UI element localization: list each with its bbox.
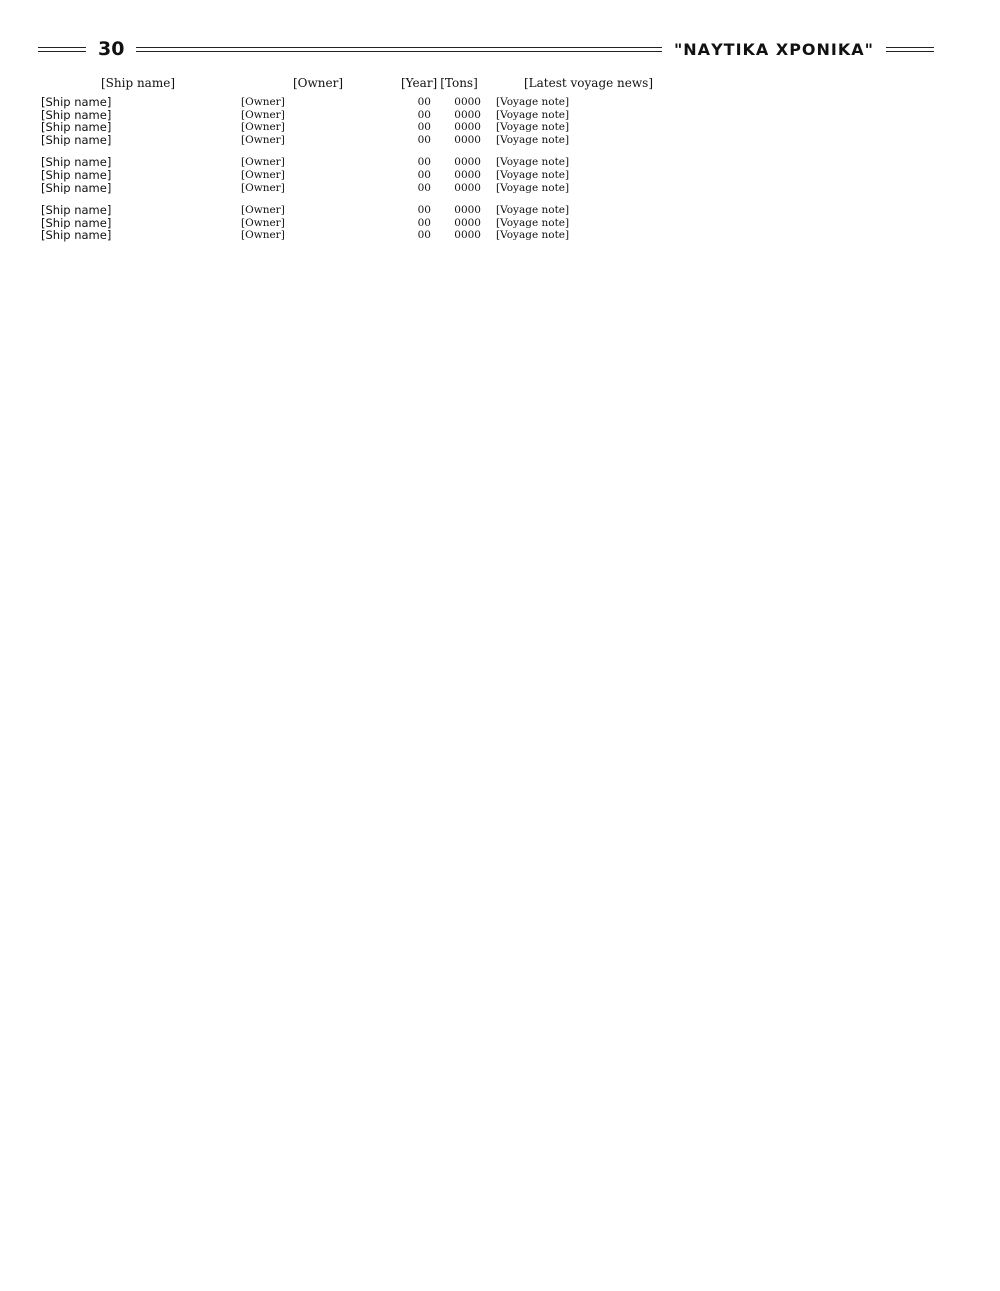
- voyage-news-cell: [Voyage note]: [496, 108, 570, 121]
- year-cell: 00: [417, 121, 431, 134]
- voyage-news-cell: [Voyage note]: [496, 168, 570, 181]
- owner-cell: [Owner]: [241, 204, 285, 217]
- column-header-tons: [Tons]: [440, 76, 478, 90]
- tonnage-cell: 0000: [454, 229, 481, 242]
- tonnage-cell: 0000: [454, 204, 481, 217]
- year-cell: 00: [417, 133, 431, 146]
- owner-cell: [Owner]: [241, 216, 285, 229]
- ship-name-cell: [Ship name]: [41, 133, 112, 147]
- tonnage-cell: 0000: [454, 216, 481, 229]
- ship-name-cell: [Ship name]: [41, 216, 112, 230]
- owner-cell: [Owner]: [241, 229, 285, 242]
- table-row: [38, 169, 934, 182]
- table-body: [38, 96, 934, 242]
- table-header-row: [38, 76, 934, 96]
- tonnage-cell: 0000: [454, 108, 481, 121]
- masthead: [38, 36, 934, 62]
- voyage-news-cell: [Voyage note]: [496, 229, 570, 242]
- voyage-news-cell: [Voyage note]: [496, 156, 570, 169]
- table-row: [38, 121, 934, 134]
- owner-cell: [Owner]: [241, 181, 285, 194]
- table-row: [38, 109, 934, 122]
- owner-cell: [Owner]: [241, 108, 285, 121]
- owner-cell: [Owner]: [241, 156, 285, 169]
- voyage-news-cell: [Voyage note]: [496, 204, 570, 217]
- masthead-rule: [886, 47, 934, 52]
- ship-name-cell: [Ship name]: [41, 121, 112, 134]
- tonnage-cell: 0000: [454, 96, 481, 108]
- voyage-news-cell: [Voyage note]: [496, 181, 570, 194]
- tonnage-cell: 0000: [454, 121, 481, 134]
- voyage-news-cell: [Voyage note]: [496, 96, 570, 108]
- table-row: [38, 194, 934, 217]
- table-row: [38, 146, 934, 169]
- masthead-rule: [136, 47, 662, 52]
- column-header-owner: [Owner]: [292, 76, 344, 90]
- year-cell: 00: [417, 156, 431, 169]
- ship-name-cell: [Ship name]: [41, 108, 112, 122]
- ship-name-cell: [Ship name]: [41, 203, 112, 217]
- journal-title: "ΝΑΥΤΙΚΑ ΧΡΟΝΙΚΑ": [673, 39, 874, 59]
- table-row: [38, 182, 934, 195]
- voyage-news-cell: [Voyage note]: [496, 121, 570, 134]
- year-cell: 00: [417, 229, 431, 242]
- page-number: 30: [98, 38, 125, 60]
- column-header-ship: [Ship name]: [100, 76, 175, 90]
- owner-cell: [Owner]: [241, 96, 285, 108]
- masthead-rule: [38, 47, 86, 52]
- owner-cell: [Owner]: [241, 133, 285, 146]
- ship-name-cell: [Ship name]: [41, 229, 112, 242]
- year-cell: 00: [417, 204, 431, 217]
- year-cell: 00: [417, 181, 431, 194]
- tonnage-cell: 0000: [454, 168, 481, 181]
- ship-name-cell: [Ship name]: [41, 96, 112, 109]
- column-header-year: [Year]: [401, 76, 438, 90]
- owner-cell: [Owner]: [241, 168, 285, 181]
- table-row: [38, 217, 934, 230]
- ship-register-table: [38, 76, 934, 242]
- ship-name-cell: [Ship name]: [41, 181, 112, 195]
- tonnage-cell: 0000: [454, 133, 481, 146]
- tonnage-cell: 0000: [454, 156, 481, 169]
- year-cell: 00: [417, 168, 431, 181]
- voyage-news-cell: [Voyage note]: [496, 133, 570, 146]
- year-cell: 00: [417, 108, 431, 121]
- year-cell: 00: [417, 216, 431, 229]
- ship-name-cell: [Ship name]: [41, 168, 112, 182]
- tonnage-cell: 0000: [454, 181, 481, 194]
- ship-name-cell: [Ship name]: [41, 155, 112, 169]
- table-row: [38, 134, 934, 147]
- column-header-news: [Latest voyage news]: [524, 76, 653, 90]
- owner-cell: [Owner]: [241, 121, 285, 134]
- table-row: [38, 96, 934, 109]
- table-row: [38, 229, 934, 242]
- year-cell: 00: [417, 96, 431, 108]
- voyage-news-cell: [Voyage note]: [496, 216, 570, 229]
